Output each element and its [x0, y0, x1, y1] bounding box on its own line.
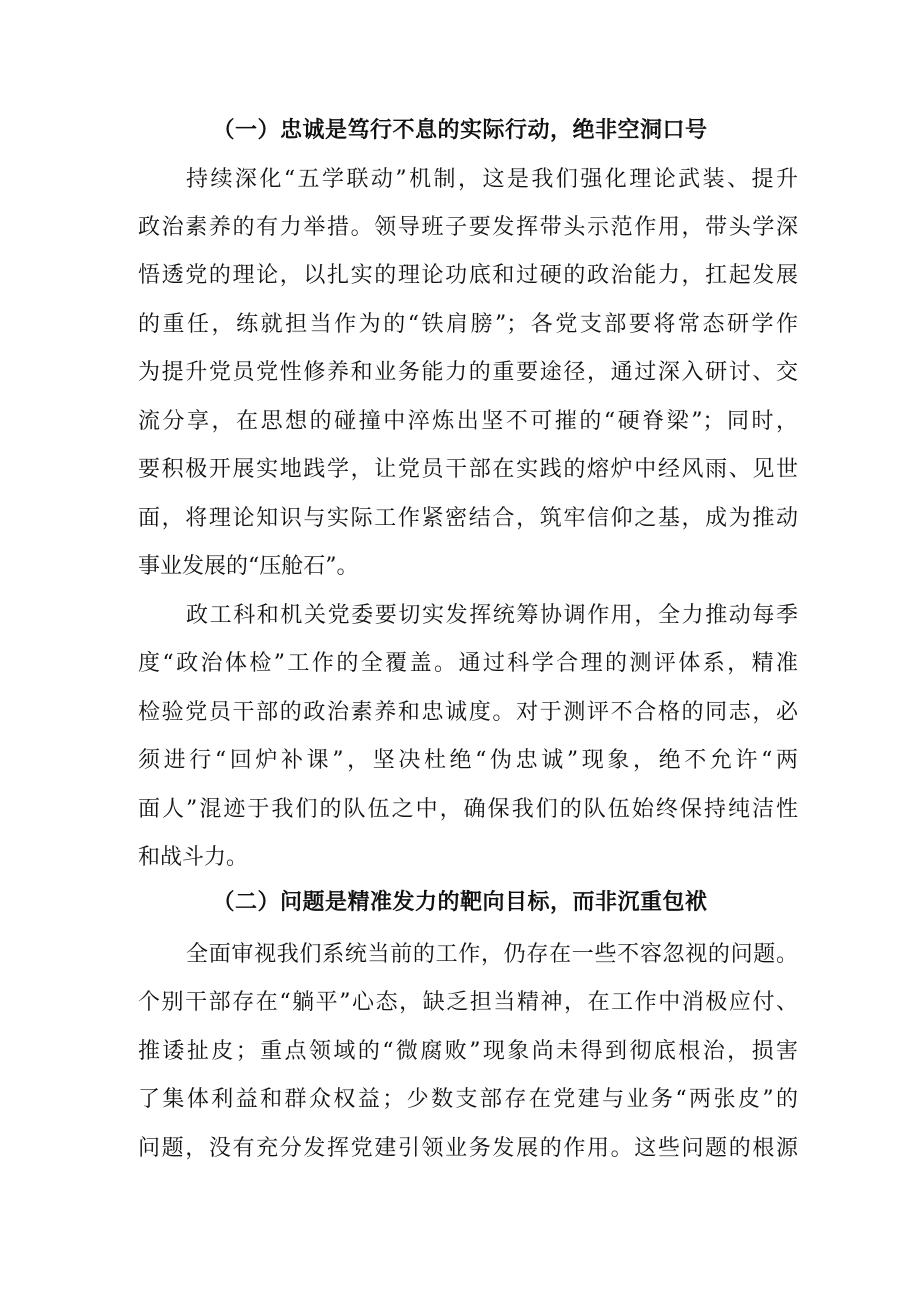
paragraph-2-line: 检验党员干部的政治素养和忠诚度。对于测评不合格的同志，必 — [138, 700, 798, 725]
paragraph-1-line: 事业发展的“压舱石”。 — [138, 554, 359, 579]
paragraph-2-line: 度“政治体检”工作的全覆盖。通过科学合理的测评体系，精准 — [138, 651, 798, 676]
paragraph-1-line: 持续深化“五学联动”机制，这是我们强化理论武装、提升 — [186, 167, 798, 192]
paragraph-3-line: 全面审视我们系统当前的工作，仍存在一些不容忽视的问题。 — [186, 942, 798, 967]
paragraph-1-line: 要积极开展实地践学，让党员干部在实践的熔炉中经风雨、见世 — [138, 457, 798, 482]
paragraph-1-line: 流分享，在思想的碰撞中淬炼出坚不可摧的“硬脊梁”；同时， — [138, 409, 798, 434]
paragraph-1-line: 悟透党的理论，以扎实的理论功底和过硬的政治能力，扛起发展 — [138, 263, 798, 288]
section-heading-1: （一）忠诚是笃行不息的实际行动，绝非空洞口号 — [212, 117, 708, 143]
paragraph-2-line: 和战斗力。 — [138, 845, 249, 870]
paragraph-2-line: 须进行“回炉补课”，坚决杜绝“伪忠诚”现象，绝不允许“两 — [138, 748, 798, 773]
paragraph-2-line: 政工科和机关党委要切实发挥统筹协调作用，全力推动每季 — [186, 603, 798, 628]
paragraph-1-line: 政治素养的有力举措。领导班子要发挥带头示范作用，带头学深 — [138, 215, 798, 240]
paragraph-1-line: 为提升党员党性修养和业务能力的重要途径，通过深入研讨、交 — [138, 360, 798, 385]
paragraph-3-line: 问题，没有充分发挥党建引领业务发展的作用。这些问题的根源 — [138, 1136, 798, 1161]
paragraph-1-line: 的重任，练就担当作为的“铁肩膀”；各党支部要将常态研学作 — [138, 312, 798, 337]
paragraph-3-line: 个别干部存在“躺平”心态，缺乏担当精神，在工作中消极应付、 — [138, 990, 798, 1015]
paragraph-1-line: 面，将理论知识与实际工作紧密结合，筑牢信仰之基，成为推动 — [138, 506, 798, 531]
section-heading-2: （二）问题是精准发力的靶向目标，而非沉重包袱 — [212, 889, 708, 915]
paragraph-3-line: 了集体利益和群众权益；少数支部存在党建与业务“两张皮”的 — [138, 1087, 798, 1112]
paragraph-2-line: 面人”混迹于我们的队伍之中，确保我们的队伍始终保持纯洁性 — [138, 797, 798, 822]
paragraph-3-line: 推诿扯皮；重点领域的“微腐败”现象尚未得到彻底根治，损害 — [138, 1039, 798, 1064]
